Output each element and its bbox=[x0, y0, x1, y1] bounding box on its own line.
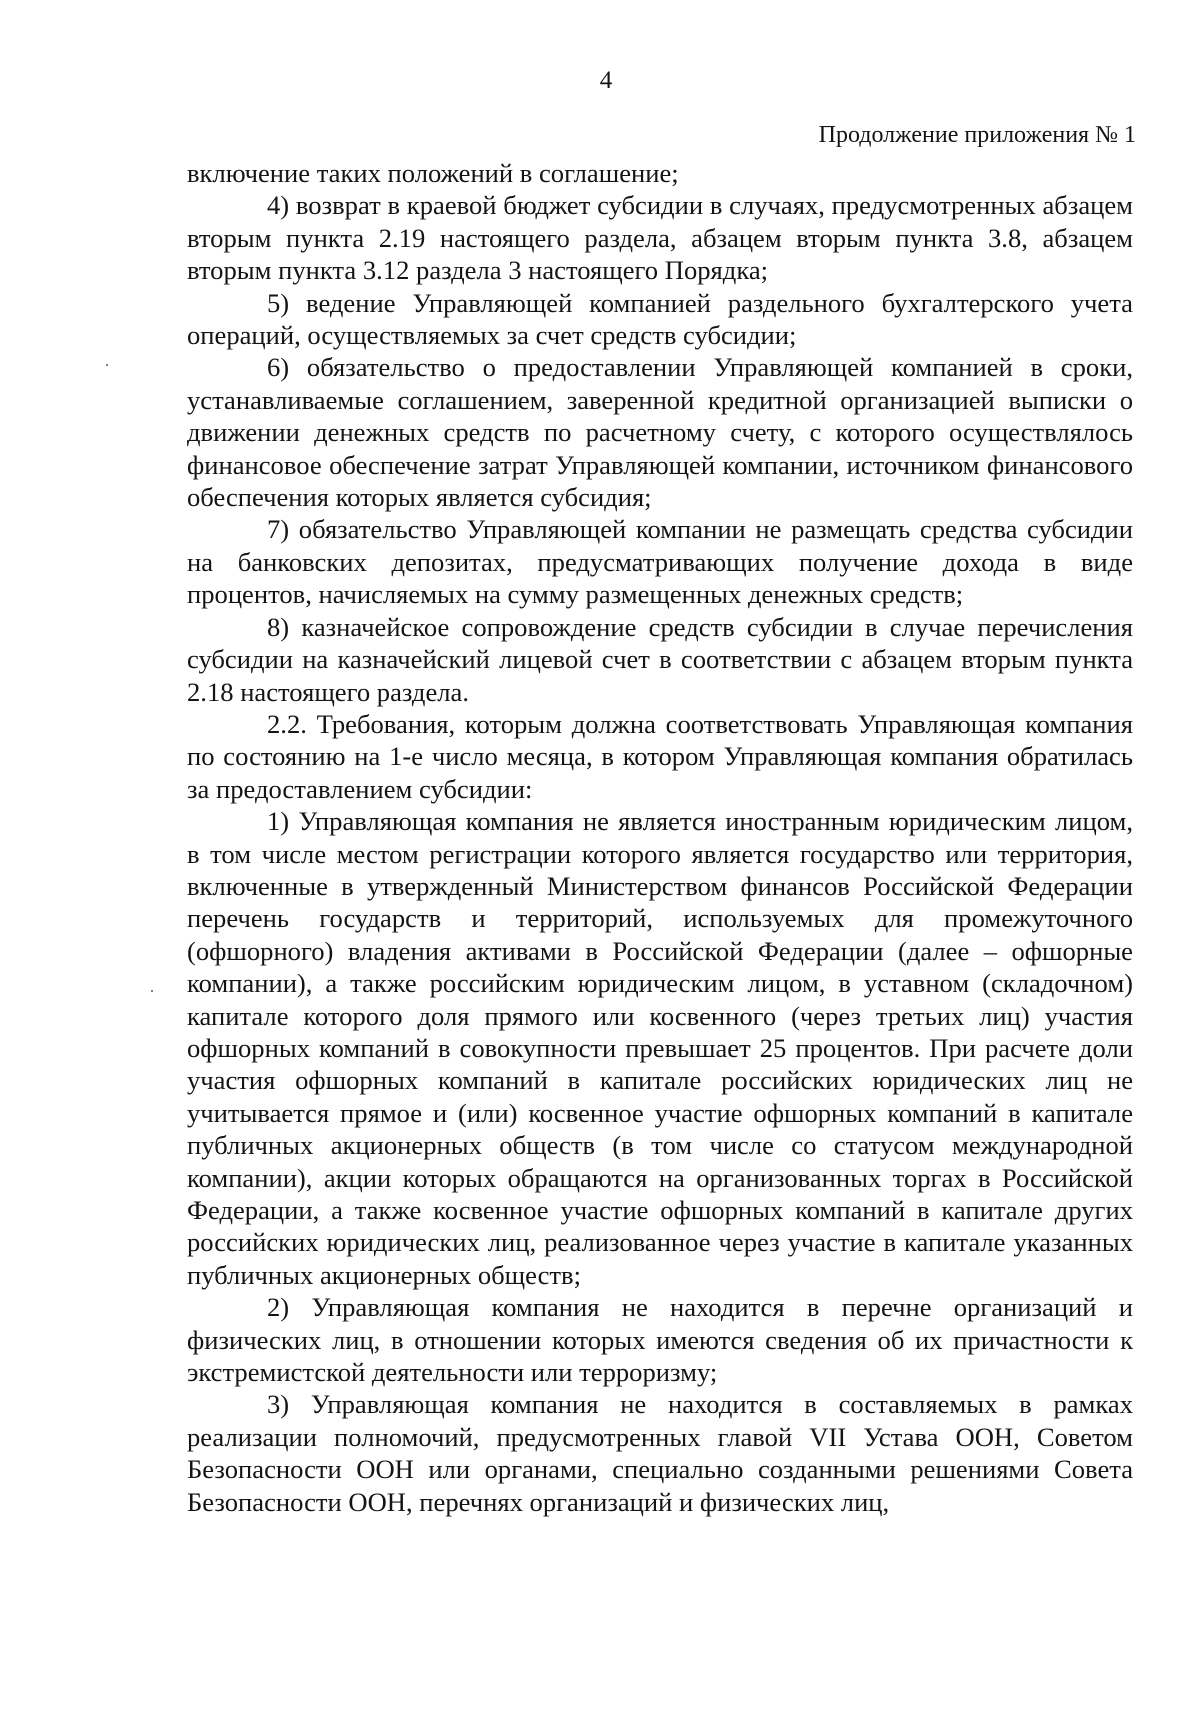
paragraph: включение таких положений в соглашение; bbox=[187, 158, 679, 188]
document-body bbox=[187, 157, 1133, 1518]
paragraph: 6) обязательство о предоставлении Управляющей компанией в сроки, устанавливаемые соглашением, заверенной кредитной организацией выписки о движении денежных средств по расчетному счету, с которого осуществлялось финансовое обеспечение затрат Управляющей компании, источником финансового обеспечения которых является субсидия; bbox=[187, 352, 1133, 513]
paragraph: 5) ведение Управляющей компанией раздельного бухгалтерского учета операций, осуществляемых за счет средств субсидии; bbox=[187, 287, 1133, 351]
appendix-continuation-note: Продолжение приложения № 1 bbox=[818, 122, 1136, 148]
page-number: 4 bbox=[599, 67, 613, 94]
scan-speck bbox=[106, 364, 108, 366]
paragraph: 2) Управляющая компания не находится в перечне организаций и физических лиц, в отношении которых имеются сведения об их причастности к экстремистской деятельности или терроризму; bbox=[187, 1292, 1133, 1388]
paragraph: 1) Управляющая компания не является иностранным юридическим лицом, в том числе местом регистрации которого является государство или территория, включенные в утвержденный Министерством финансов Российской Федерации перечень государств и территорий, используемых для промежуточного (офшорного) владения активами в Российской Федерации (далее – офшорные компании), а также российским юридическим лицом, в уставном (складочном) капитале которого доля прямого или косвенного (через третьих лиц) участия офшорных компаний в совокупности превышает 25 процентов. При расчете доли участия офшорных компаний в капитале российских юридических лиц не учитывается прямое и (или) косвенное участие офшорных компаний в капитале публичных акционерных обществ (в том числе со статусом международной компании), акции которых обращаются на организованных торгах в Российской Федерации, а также косвенное участие офшорных компаний в капитале других российских юридических лиц, реализованное через участие в капитале указанных публичных акционерных обществ; bbox=[187, 806, 1133, 1290]
scan-speck bbox=[151, 990, 153, 992]
paragraph: 8) казначейское сопровождение средств субсидии в случае перечисления субсидии на казначейский лицевой счет в соответствии с абзацем вторым пункта 2.18 настоящего раздела. bbox=[187, 611, 1133, 707]
paragraph: 3) Управляющая компания не находится в составляемых в рамках реализации полномочий, предусмотренных главой VII Устава ООН, Советом Безопасности ООН или органами, специально созданными решениями Совета Безопасности ООН, перечнях организаций и физических лиц, bbox=[187, 1389, 1133, 1517]
paragraph: 4) возврат в краевой бюджет субсидии в случаях, предусмотренных абзацем вторым пункта 2.19 настоящего раздела, абзацем вторым пункта 3.8, абзацем вторым пункта 3.12 раздела 3 настоящего Порядка; bbox=[187, 190, 1133, 286]
paragraph: 2.2. Требования, которым должна соответствовать Управляющая компания по состоянию на 1-е число месяца, в котором Управляющая компания обратилась за предоставлением субсидии: bbox=[187, 708, 1133, 804]
paragraph: 7) обязательство Управляющей компании не размещать средства субсидии на банковских депозитах, предусматривающих получение дохода в виде процентов, начисляемых на сумму размещенных денежных средств; bbox=[187, 514, 1133, 610]
